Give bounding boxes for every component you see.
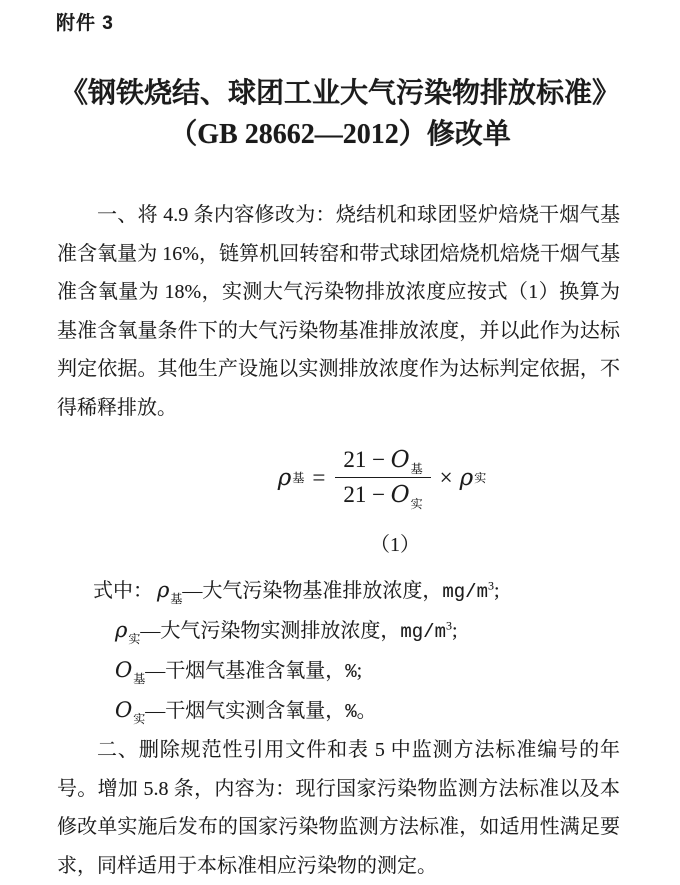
attachment-label: 附件 3 <box>56 13 114 34</box>
definition-unit-exponent: 3 <box>487 578 494 593</box>
definitions-lead: 式中： <box>93 580 153 602</box>
denominator-number: 21 − <box>343 482 391 507</box>
definition-tail: ; <box>493 580 500 602</box>
definition-text: 干烟气实测含氧量， <box>165 700 346 722</box>
definition-dash: — <box>140 620 161 642</box>
definition-unit: mg/m <box>442 581 488 603</box>
definition-symbol: O <box>115 698 133 722</box>
fraction-numerator <box>335 447 430 478</box>
definition-tail: ; <box>451 620 458 642</box>
numerator-subscript: 基 <box>410 462 423 476</box>
denominator-subscript: 实 <box>410 497 423 511</box>
definition-tail: 。 <box>356 700 377 722</box>
definition-unit: % <box>345 701 357 723</box>
definition-unit: % <box>345 661 357 683</box>
denominator-symbol: O <box>390 482 410 508</box>
title-line-1: 《钢铁烧结、球团工业大气污染物排放标准》 <box>59 78 620 109</box>
definition-subscript: 基 <box>133 672 146 686</box>
formula-number: （1） <box>370 534 420 556</box>
document-title <box>0 73 680 155</box>
equals-sign: = <box>312 464 326 490</box>
definition-unit-exponent: 3 <box>445 618 452 633</box>
formula-lhs-symbol: ρ <box>277 464 292 491</box>
definition-text: 大气污染物实测排放浓度， <box>160 620 401 642</box>
definition-rho-measured <box>57 610 637 650</box>
fraction-denominator <box>335 478 430 511</box>
definition-text: 干烟气基准含氧量， <box>165 660 346 682</box>
definition-symbol: O <box>115 658 133 682</box>
formula-equation: ρ 基 = $\frac{21 - O_基}{21 - O_实}$ × ρ 实 <box>277 447 487 511</box>
definition-dash: — <box>145 700 166 722</box>
definition-subscript: 实 <box>133 712 146 726</box>
definition-subscript: 基 <box>170 592 183 606</box>
definition-dash: — <box>145 660 166 682</box>
symbol-definitions <box>57 570 637 730</box>
multiplication-sign: × <box>439 464 453 490</box>
definition-oxygen-measured <box>57 690 637 730</box>
definition-subscript: 实 <box>128 632 141 646</box>
title-line-2: （GB 28662—2012）修改单 <box>169 119 511 150</box>
numerator-symbol: O <box>390 447 410 473</box>
formula-rhs-symbol: ρ <box>459 464 474 491</box>
definition-symbol: ρ <box>157 578 170 602</box>
definition-dash: — <box>182 580 203 602</box>
definition-unit: mg/m <box>400 621 446 643</box>
definition-tail: ; <box>356 660 363 682</box>
paragraph-clause-1: 一、将 4.9 条内容修改为：烧结机和球团竖炉焙烧干烟气基准含氧量为 16%，链箅机回转窑和带式球团焙烧机焙烧干烟气基准含氧量为 18%，实测大气污染物排放浓度应按式（1）换算为基准含氧量条件下的大气污染物基准排放浓度，并以此作为达标判定依据。其他生产设施以实测排放浓度作为达标判定依据，不得稀释排放。 <box>57 204 620 419</box>
definition-oxygen-base <box>57 650 637 690</box>
definition-rho-base <box>57 570 637 610</box>
definition-symbol: ρ <box>115 618 128 642</box>
definition-text: 大气污染物基准排放浓度， <box>202 580 443 602</box>
numerator-number: 21 − <box>343 447 391 472</box>
formula-fraction <box>335 447 430 511</box>
paragraph-clause-2: 二、删除规范性引用文件和表 5 中监测方法标准编号的年号。增加 5.8 条，内容为：现行国家污染物监测方法标准以及本修改单实施后发布的国家污染物监测方法标准，如适用性满足要求，同样适用于本标准相应污染物的测定。 <box>57 739 620 877</box>
